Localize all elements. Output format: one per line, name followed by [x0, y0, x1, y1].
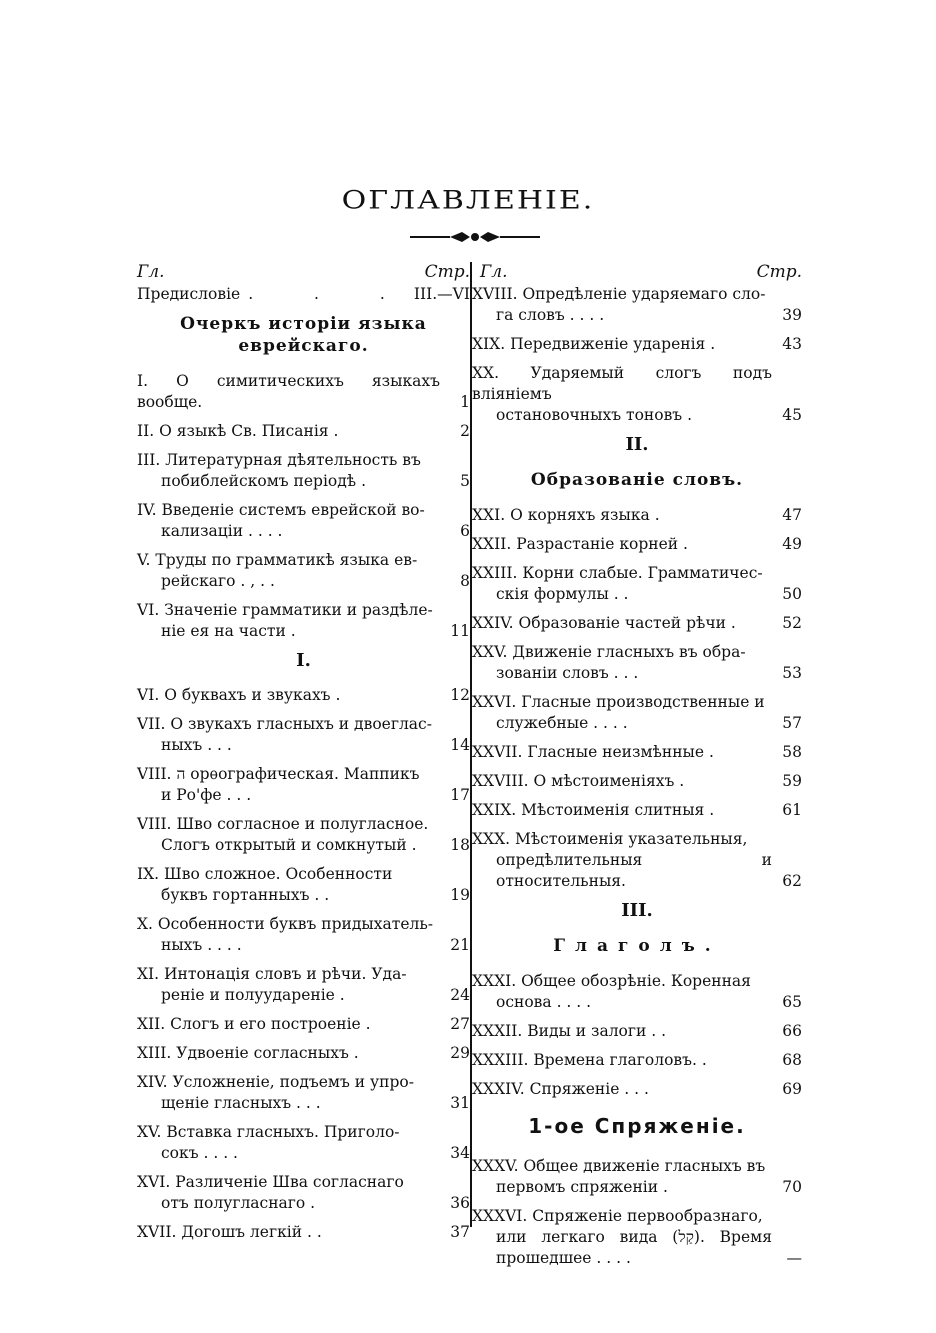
page-number: 62: [782, 872, 802, 890]
chapter-number: XVIII.: [472, 285, 518, 303]
toc-entry: [137, 685, 470, 706]
toc-entry: [472, 1079, 802, 1100]
entry-title-continued: сокъ . . . .: [161, 1144, 238, 1162]
toc-entry: [472, 829, 802, 892]
page-number: 12: [450, 686, 470, 704]
chapter-number: IX.: [137, 865, 160, 883]
page-header: Стр.: [756, 262, 802, 282]
entry-title: О симитическихъ языкахъ вообще.: [137, 372, 440, 411]
chapter-number: XVI.: [137, 1173, 171, 1191]
entry-title-continued: га словъ . . . .: [496, 306, 605, 324]
entry-title: Введеніе системъ еврейской во-: [161, 501, 425, 519]
page-number: 18: [450, 836, 470, 854]
chapter-number: XIX.: [472, 335, 506, 353]
chapter-number: XXXV.: [472, 1157, 519, 1175]
toc-entry: [472, 534, 802, 555]
toc-entry: [137, 1222, 470, 1243]
entry-title-continued: опредѣлительныя и относительныя.: [496, 851, 772, 890]
entry-title: О мѣстоименіяхъ .: [533, 772, 685, 790]
right-header: [472, 262, 802, 284]
toc-entry: [137, 864, 470, 906]
chapter-header: Гл.: [137, 262, 165, 282]
toc-entry: [137, 714, 470, 756]
entry-title-continued: и Ро'фе . . .: [161, 786, 252, 804]
entry-title: Особенности буквъ придыхатель-: [157, 915, 434, 933]
toc-entry: [472, 800, 802, 821]
toc-entry: [472, 334, 802, 355]
toc-entry: [137, 964, 470, 1006]
entry-title-continued: основа . . . .: [496, 993, 592, 1011]
chapter-number: XXVII.: [472, 743, 523, 761]
chapter-number: VI.: [137, 601, 160, 619]
entry-title: Гласные производственные и: [521, 693, 765, 711]
chapter-number: XXV.: [472, 643, 508, 661]
page-number: 27: [450, 1015, 470, 1033]
page-number: 61: [782, 801, 802, 819]
toc-entry: [137, 1172, 470, 1214]
toc-entry: [137, 1043, 470, 1064]
entry-title: Удвоеніе согласныхъ .: [176, 1044, 359, 1062]
entry-title-continued: Слогъ открытый и сомкнутый .: [161, 836, 417, 854]
right-column: [472, 262, 802, 1277]
chapter-number: XV.: [137, 1123, 162, 1141]
toc-entry: [472, 1156, 802, 1198]
entry-title: Общее движеніе гласныхъ въ: [523, 1157, 766, 1175]
chapter-number: XI.: [137, 965, 160, 983]
toc-entry: [137, 550, 470, 592]
chapter-number: III.: [137, 451, 161, 469]
entry-title-continued: служебные . . . .: [496, 714, 628, 732]
page-number: 34: [450, 1144, 470, 1162]
toc-entry: [472, 563, 802, 605]
page-number: 36: [450, 1194, 470, 1212]
chapter-number: XIII.: [137, 1044, 172, 1062]
left-column: [137, 262, 470, 1251]
chapter-number: XXII.: [472, 535, 512, 553]
page-number: 21: [450, 936, 470, 954]
chapter-number: XII.: [137, 1015, 166, 1033]
toc-entry: [137, 1122, 470, 1164]
entry-title: Времена глаголовъ. .: [533, 1051, 707, 1069]
entry-title-continued: реніе и полуудареніе .: [161, 986, 345, 1004]
chapter-number: XXI.: [472, 506, 506, 524]
leader-dots: . . .: [248, 285, 413, 303]
page-number: 1: [460, 393, 470, 411]
entry-title: Гласные неизмѣнные .: [527, 743, 714, 761]
entry-title-continued: скія формулы . .: [496, 585, 629, 603]
chapter-number: X.: [137, 915, 153, 933]
toc-entry: [472, 692, 802, 734]
entry-title: Общее обозрѣніе. Коренная: [521, 972, 751, 990]
entry-title: Различеніе Шва согласнаго: [175, 1173, 404, 1191]
section-title: Очеркъ исторіи языка еврейскаго.: [180, 314, 427, 356]
part-title: Глаголъ.: [553, 936, 721, 956]
part-numeral: I.: [296, 650, 311, 671]
page-number: 43: [782, 335, 802, 353]
preface-page: III.—VI: [413, 285, 470, 303]
entry-title-continued: буквъ гортанныхъ . .: [161, 886, 330, 904]
page-number: 66: [782, 1022, 802, 1040]
page-number: 5: [460, 472, 470, 490]
chapter-number: VII.: [137, 715, 166, 733]
chapter-number: XX.: [472, 364, 499, 382]
chapter-number: XXXI.: [472, 972, 517, 990]
chapter-number: XXIX.: [472, 801, 517, 819]
chapter-number: XXXIII.: [472, 1051, 529, 1069]
page-number: 37: [450, 1223, 470, 1241]
entry-title-continued: отъ полугласнаго .: [161, 1194, 316, 1212]
chapter-number: XXX.: [472, 830, 511, 848]
entry-title: Слогъ и его построеніе .: [170, 1015, 371, 1033]
toc-entry: [472, 363, 802, 426]
entry-title: Догошъ легкій . .: [181, 1223, 322, 1241]
part-numeral: II.: [625, 434, 649, 455]
entry-title: Шво сложное. Особенности: [164, 865, 393, 883]
toc-entry: [137, 814, 470, 856]
toc-entry: [137, 764, 470, 806]
page-number: 24: [450, 986, 470, 1004]
ornament-divider: [410, 229, 540, 245]
page-number: 45: [782, 406, 802, 424]
entry-title: Вставка гласныхъ. Приголо-: [166, 1123, 400, 1141]
entry-title: Мѣстоименія слитныя .: [521, 801, 715, 819]
entry-title: О звукахъ гласныхъ и двоеглас-: [170, 715, 432, 733]
chapter-number: VI.: [137, 686, 160, 704]
page-number: 17: [450, 786, 470, 804]
toc-entry: [472, 1050, 802, 1071]
entry-title: Движеніе гласныхъ въ обра-: [512, 643, 746, 661]
entry-title: Мѣстоименія указательныя,: [514, 830, 748, 848]
page-number: 31: [450, 1094, 470, 1112]
page-number: —: [786, 1249, 802, 1267]
toc-entry: [472, 971, 802, 1013]
entry-title: Ударяемый слогъ подъ вліяніемъ: [472, 364, 772, 403]
toc-entry: [137, 1014, 470, 1035]
page-number: 70: [782, 1178, 802, 1196]
page-number: 29: [450, 1044, 470, 1062]
chapter-number: XXIV.: [472, 614, 514, 632]
entry-title: ה орѳографическая. Маппикъ: [176, 765, 420, 783]
entry-title-continued: кализаціи . . . .: [161, 522, 283, 540]
entry-title-continued: первомъ спряженіи .: [496, 1178, 668, 1196]
entry-title: Труды по грамматикѣ языка ев-: [155, 551, 418, 569]
chapter-number: XXXIV.: [472, 1080, 525, 1098]
toc-entry: [472, 1021, 802, 1042]
toc-entry: [472, 505, 802, 526]
entry-title: О буквахъ и звукахъ .: [164, 686, 341, 704]
toc-entry: [137, 371, 470, 413]
preface-text: Предисловіе: [137, 285, 241, 303]
chapter-number: VIII.: [137, 815, 172, 833]
page-number: 49: [782, 535, 802, 553]
page-number: 58: [782, 743, 802, 761]
toc-entry: [472, 1206, 802, 1269]
page-number: 8: [460, 572, 470, 590]
chapter-number: II.: [137, 422, 155, 440]
page-number: 47: [782, 506, 802, 524]
toc-entry: [137, 450, 470, 492]
chapter-header: Гл.: [480, 262, 508, 282]
chapter-number: IV.: [137, 501, 157, 519]
entry-title: Значеніе грамматики и раздѣле-: [164, 601, 433, 619]
chapter-number: XVII.: [137, 1223, 177, 1241]
entry-title-continued: щеніе гласныхъ . . .: [161, 1094, 321, 1112]
page-number: 57: [782, 714, 802, 732]
entry-title: Разрастаніе корней .: [516, 535, 688, 553]
entry-title: Литературная дѣятельность въ: [165, 451, 421, 469]
page-number: 65: [782, 993, 802, 1011]
entry-title: О корняхъ языка .: [510, 506, 660, 524]
chapter-number: I.: [137, 372, 149, 390]
page-number: 53: [782, 664, 802, 682]
chapter-number: XXXVI.: [472, 1207, 528, 1225]
entry-title: Корни слабые. Грамматичес-: [522, 564, 763, 582]
entry-title-continued: побиблейскомъ періодѣ .: [161, 472, 367, 490]
page-number: 52: [782, 614, 802, 632]
page-number: 50: [782, 585, 802, 603]
toc-entry: [137, 600, 470, 642]
preface-entry: [137, 284, 470, 305]
entry-title: Виды и залоги . .: [527, 1022, 667, 1040]
chapter-number: XIV.: [137, 1073, 168, 1091]
entry-title: Опредѣленіе ударяемаго сло-: [522, 285, 766, 303]
page-number: 19: [450, 886, 470, 904]
entry-title: Шво согласное и полугласное.: [176, 815, 429, 833]
entry-title: Усложненіе, подъемъ и упро-: [172, 1073, 414, 1091]
toc-entry: [137, 421, 470, 442]
entry-title-continued: или легкаго вида (קַל). Время прошедшее . . . .: [496, 1228, 772, 1267]
page-number: 14: [450, 736, 470, 754]
left-header: [137, 262, 470, 284]
page-number: 59: [782, 772, 802, 790]
entry-title: Интонація словъ и рѣчи. Уда-: [164, 965, 407, 983]
page-number: 68: [782, 1051, 802, 1069]
entry-title-continued: остановочныхъ тоновъ .: [496, 406, 693, 424]
entry-title-continued: зованіи словъ . . .: [496, 664, 639, 682]
entry-title: О языкѣ Св. Писанія .: [159, 422, 339, 440]
page-number: 2: [460, 422, 470, 440]
chapter-number: XXVI.: [472, 693, 517, 711]
entry-title: Передвиженіе ударенія .: [510, 335, 716, 353]
page-header: Стр.: [424, 262, 470, 282]
page-number: 6: [460, 522, 470, 540]
page-number: 11: [450, 622, 470, 640]
toc-entry: [472, 771, 802, 792]
entry-title: Спряженіе . . .: [529, 1080, 649, 1098]
part-numeral: III.: [621, 900, 653, 921]
entry-title-continued: ныхъ . . . .: [161, 936, 242, 954]
toc-entry: [137, 914, 470, 956]
entry-title-continued: ныхъ . . .: [161, 736, 232, 754]
toc-entry: [472, 742, 802, 763]
toc-entry: [472, 613, 802, 634]
entry-title: Спряженіе первообразнаго,: [532, 1207, 763, 1225]
toc-entry: [137, 1072, 470, 1114]
subsection-title: 1-ое Спряженіе.: [528, 1114, 746, 1138]
chapter-number: XXIII.: [472, 564, 518, 582]
entry-title-continued: рейскаго . , . .: [161, 572, 275, 590]
chapter-number: XXXII.: [472, 1022, 523, 1040]
chapter-number: V.: [137, 551, 151, 569]
toc-entry: [472, 284, 802, 326]
page-number: 69: [782, 1080, 802, 1098]
toc-entry: [472, 642, 802, 684]
page-number: 39: [782, 306, 802, 324]
chapter-number: XXVIII.: [472, 772, 529, 790]
entry-title-continued: ніе ея на части .: [161, 622, 296, 640]
part-title: Образованіе словъ.: [530, 470, 744, 490]
entry-title: Образованіе частей рѣчи .: [518, 614, 736, 632]
chapter-number: VIII.: [137, 765, 172, 783]
page-title: ОГЛАВЛЕНІЕ.: [341, 185, 595, 216]
toc-entry: [137, 500, 470, 542]
